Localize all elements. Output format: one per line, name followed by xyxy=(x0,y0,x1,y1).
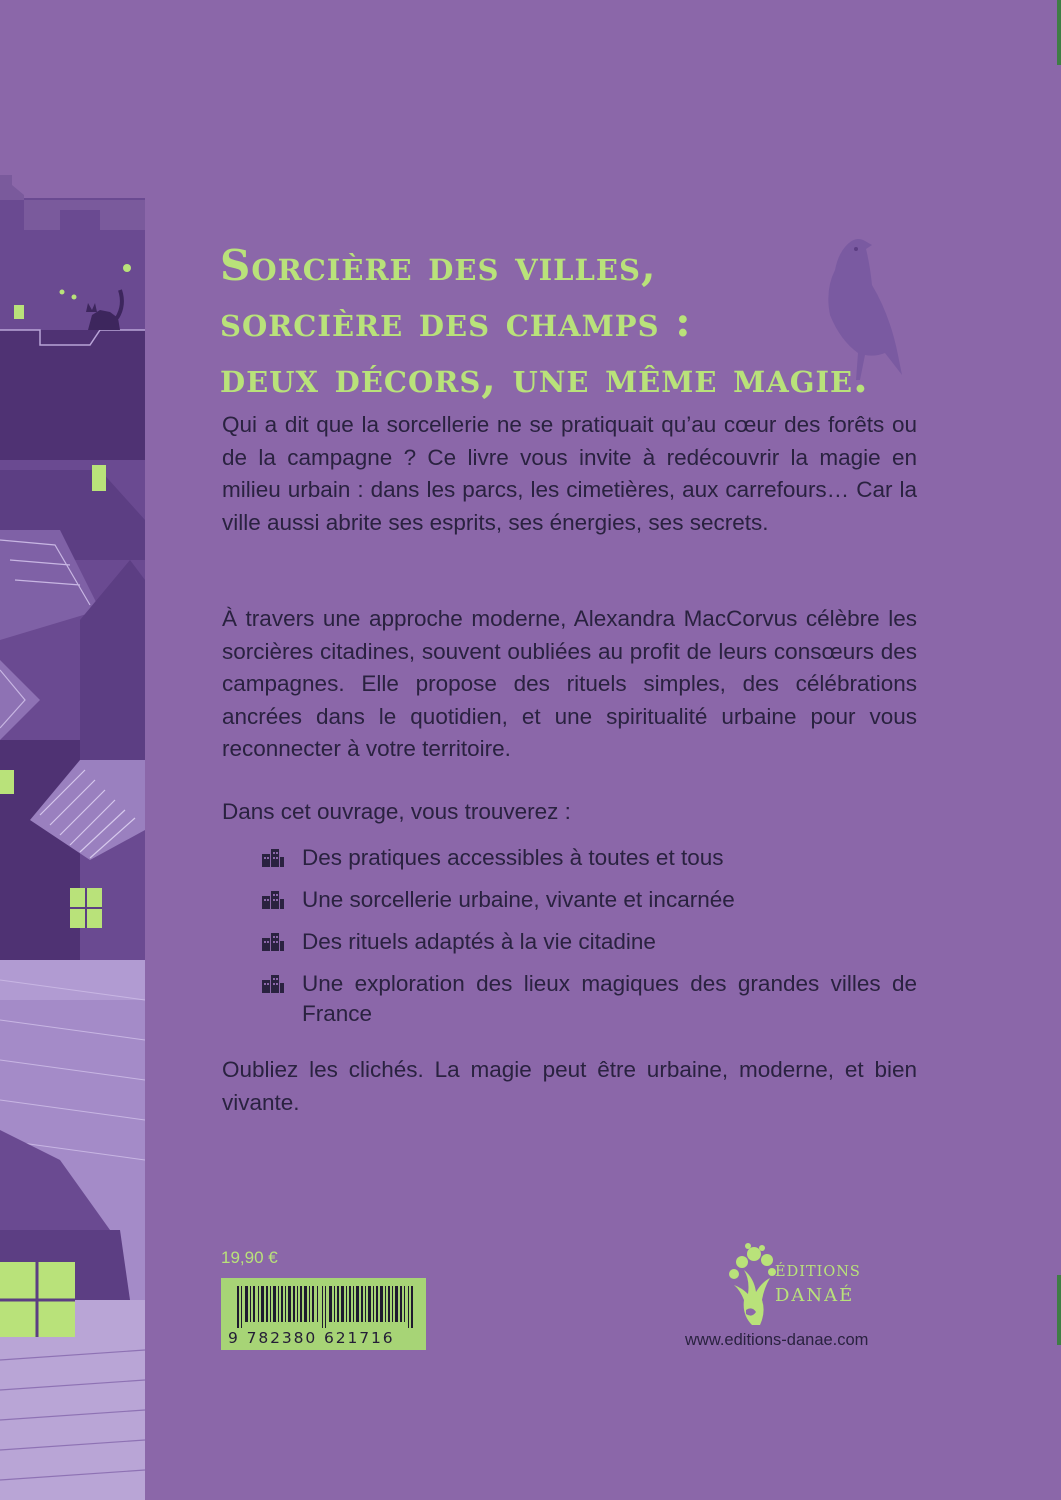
list-item xyxy=(262,843,917,873)
barcode-bars xyxy=(237,1286,415,1328)
list-item xyxy=(262,969,917,1029)
feature-text: Des pratiques accessibles à toutes et tous xyxy=(302,845,724,870)
publisher-logo xyxy=(722,1240,912,1330)
list-item xyxy=(262,927,917,957)
building-icon xyxy=(262,891,284,909)
feature-text: Des rituels adaptés à la vie citadine xyxy=(302,929,656,954)
headline-line-3: deux décors, une même magie. xyxy=(220,353,869,402)
city-rooftops-illustration xyxy=(0,0,145,1500)
features-intro: Dans cet ouvrage, vous trouverez : xyxy=(222,799,571,824)
feature-text: Une exploration des lieux magiques des grandes villes de France xyxy=(302,971,917,1026)
feature-text: Une sorcellerie urbaine, vivante et incarnée xyxy=(302,887,735,912)
isbn-number: 9 782380 621716 xyxy=(228,1329,395,1347)
list-item xyxy=(262,885,917,915)
price: 19,90 € xyxy=(221,1248,278,1267)
features-list xyxy=(262,843,917,1041)
publisher-name-bottom: DANAÉ xyxy=(775,1285,855,1306)
building-icon xyxy=(262,975,284,993)
author-paragraph: À travers une approche moderne, Alexandra MacCorvus célèbre les sorcières citadines, souvent oubliées au profit de leurs consœurs des campagnes. Elle propose des rituels simples, des célébrations ancrées dans le quotidien, et une spiritualité urbaine pour vous reconnecter à votre territoire. xyxy=(222,606,917,761)
barcode xyxy=(221,1278,426,1350)
headline-line-1: Sorcière des villes, xyxy=(220,241,657,290)
edge-mark-top xyxy=(1057,0,1061,65)
edge-mark-bottom xyxy=(1057,1275,1061,1345)
headline-line-2: sorcière des champs : xyxy=(220,297,692,346)
headline xyxy=(220,238,920,406)
closing-paragraph: Oubliez les clichés. La magie peut être urbaine, moderne, et bien vivante. xyxy=(222,1057,917,1115)
building-icon xyxy=(262,849,284,867)
publisher-name-top: ÉDITIONS xyxy=(775,1264,861,1280)
building-icon xyxy=(262,933,284,951)
intro-paragraph: Qui a dit que la sorcellerie ne se pratiquait qu’au cœur des forêts ou de la campagne ? Ce livre vous invite à redécouvrir la magie en milieu urbain : dans les parcs, les cimetières, aux carrefours… Car la ville aussi abrite ses esprits, ses énergies, ses secrets. xyxy=(222,412,917,535)
publisher-website: www.editions-danae.com xyxy=(685,1331,869,1349)
